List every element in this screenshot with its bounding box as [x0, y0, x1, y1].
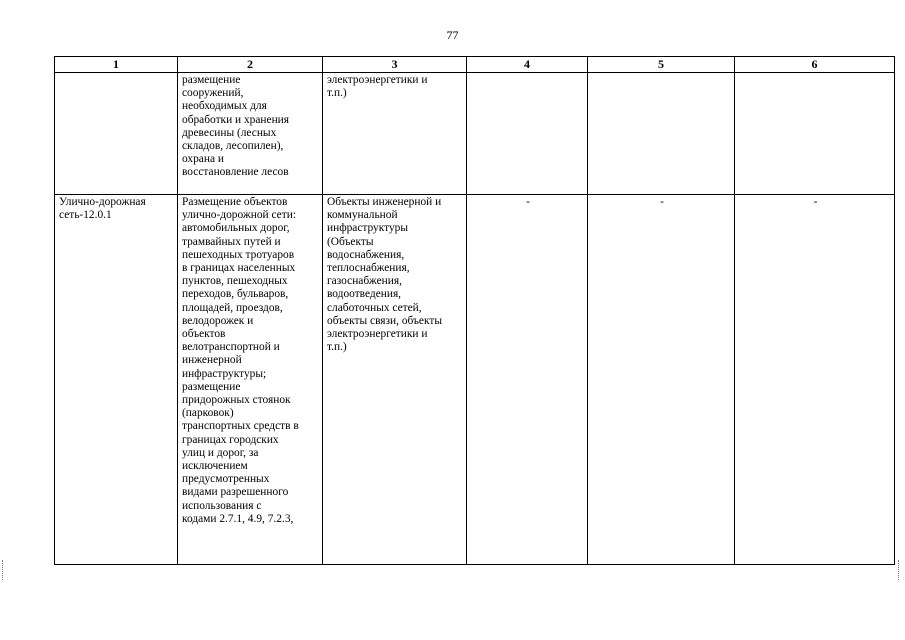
cell-auxiliary-objects: Объекты инженерной и коммунальной инфраструктуры (Объекты водоснабжения, теплоснабжения, газоснабжения, водоотведения, слаботочных сетей, объекты связи, объекты электроэнергетики и т.п.) [323, 195, 467, 565]
header-row [55, 57, 895, 73]
header-col-4: 4 [467, 57, 588, 73]
margin-mark-right [898, 560, 901, 580]
cell-use-description: Размещение объектов улично-дорожной сети: автомобильных дорог, трамвайных путей и пешеходных тротуаров в границах населенных пунктов, пешеходных переходов, бульваров, площадей, проездов, велодорожек и объектов велотранспортной и инженерной инфраструктуры; размещение придорожных стоянок (парковок) транспортных средств в границах городских улиц и дорог, за исключением предусмотренных видами разрешенного использования с кодами 2.7.1, 4.9, 7.2.3, [178, 195, 323, 565]
header-col-5: 5 [588, 57, 735, 73]
header-col-1: 1 [55, 57, 178, 73]
page-number: 77 [446, 28, 459, 42]
table-row [55, 73, 895, 195]
cell-col-4 [467, 73, 588, 195]
cell-col-6 [735, 73, 895, 195]
header-col-3: 3 [323, 57, 467, 73]
cell-col-5 [588, 73, 735, 195]
cell-col-4: - [467, 195, 588, 565]
cell-auxiliary-objects: электроэнергетики и т.п.) [323, 73, 467, 195]
cell-col-5: - [588, 195, 735, 565]
cell-use-description: размещение сооружений, необходимых для обработки и хранения древесины (лесных складов, лесопилен), охрана и восстановление лесов [178, 73, 323, 195]
margin-mark-left [2, 560, 5, 580]
table-row [55, 195, 895, 565]
cell-use-type: Улично-дорожная сеть-12.0.1 [55, 195, 178, 565]
zoning-table [54, 56, 895, 565]
cell-col-6: - [735, 195, 895, 565]
header-col-6: 6 [735, 57, 895, 73]
header-col-2: 2 [178, 57, 323, 73]
cell-use-type [55, 73, 178, 195]
